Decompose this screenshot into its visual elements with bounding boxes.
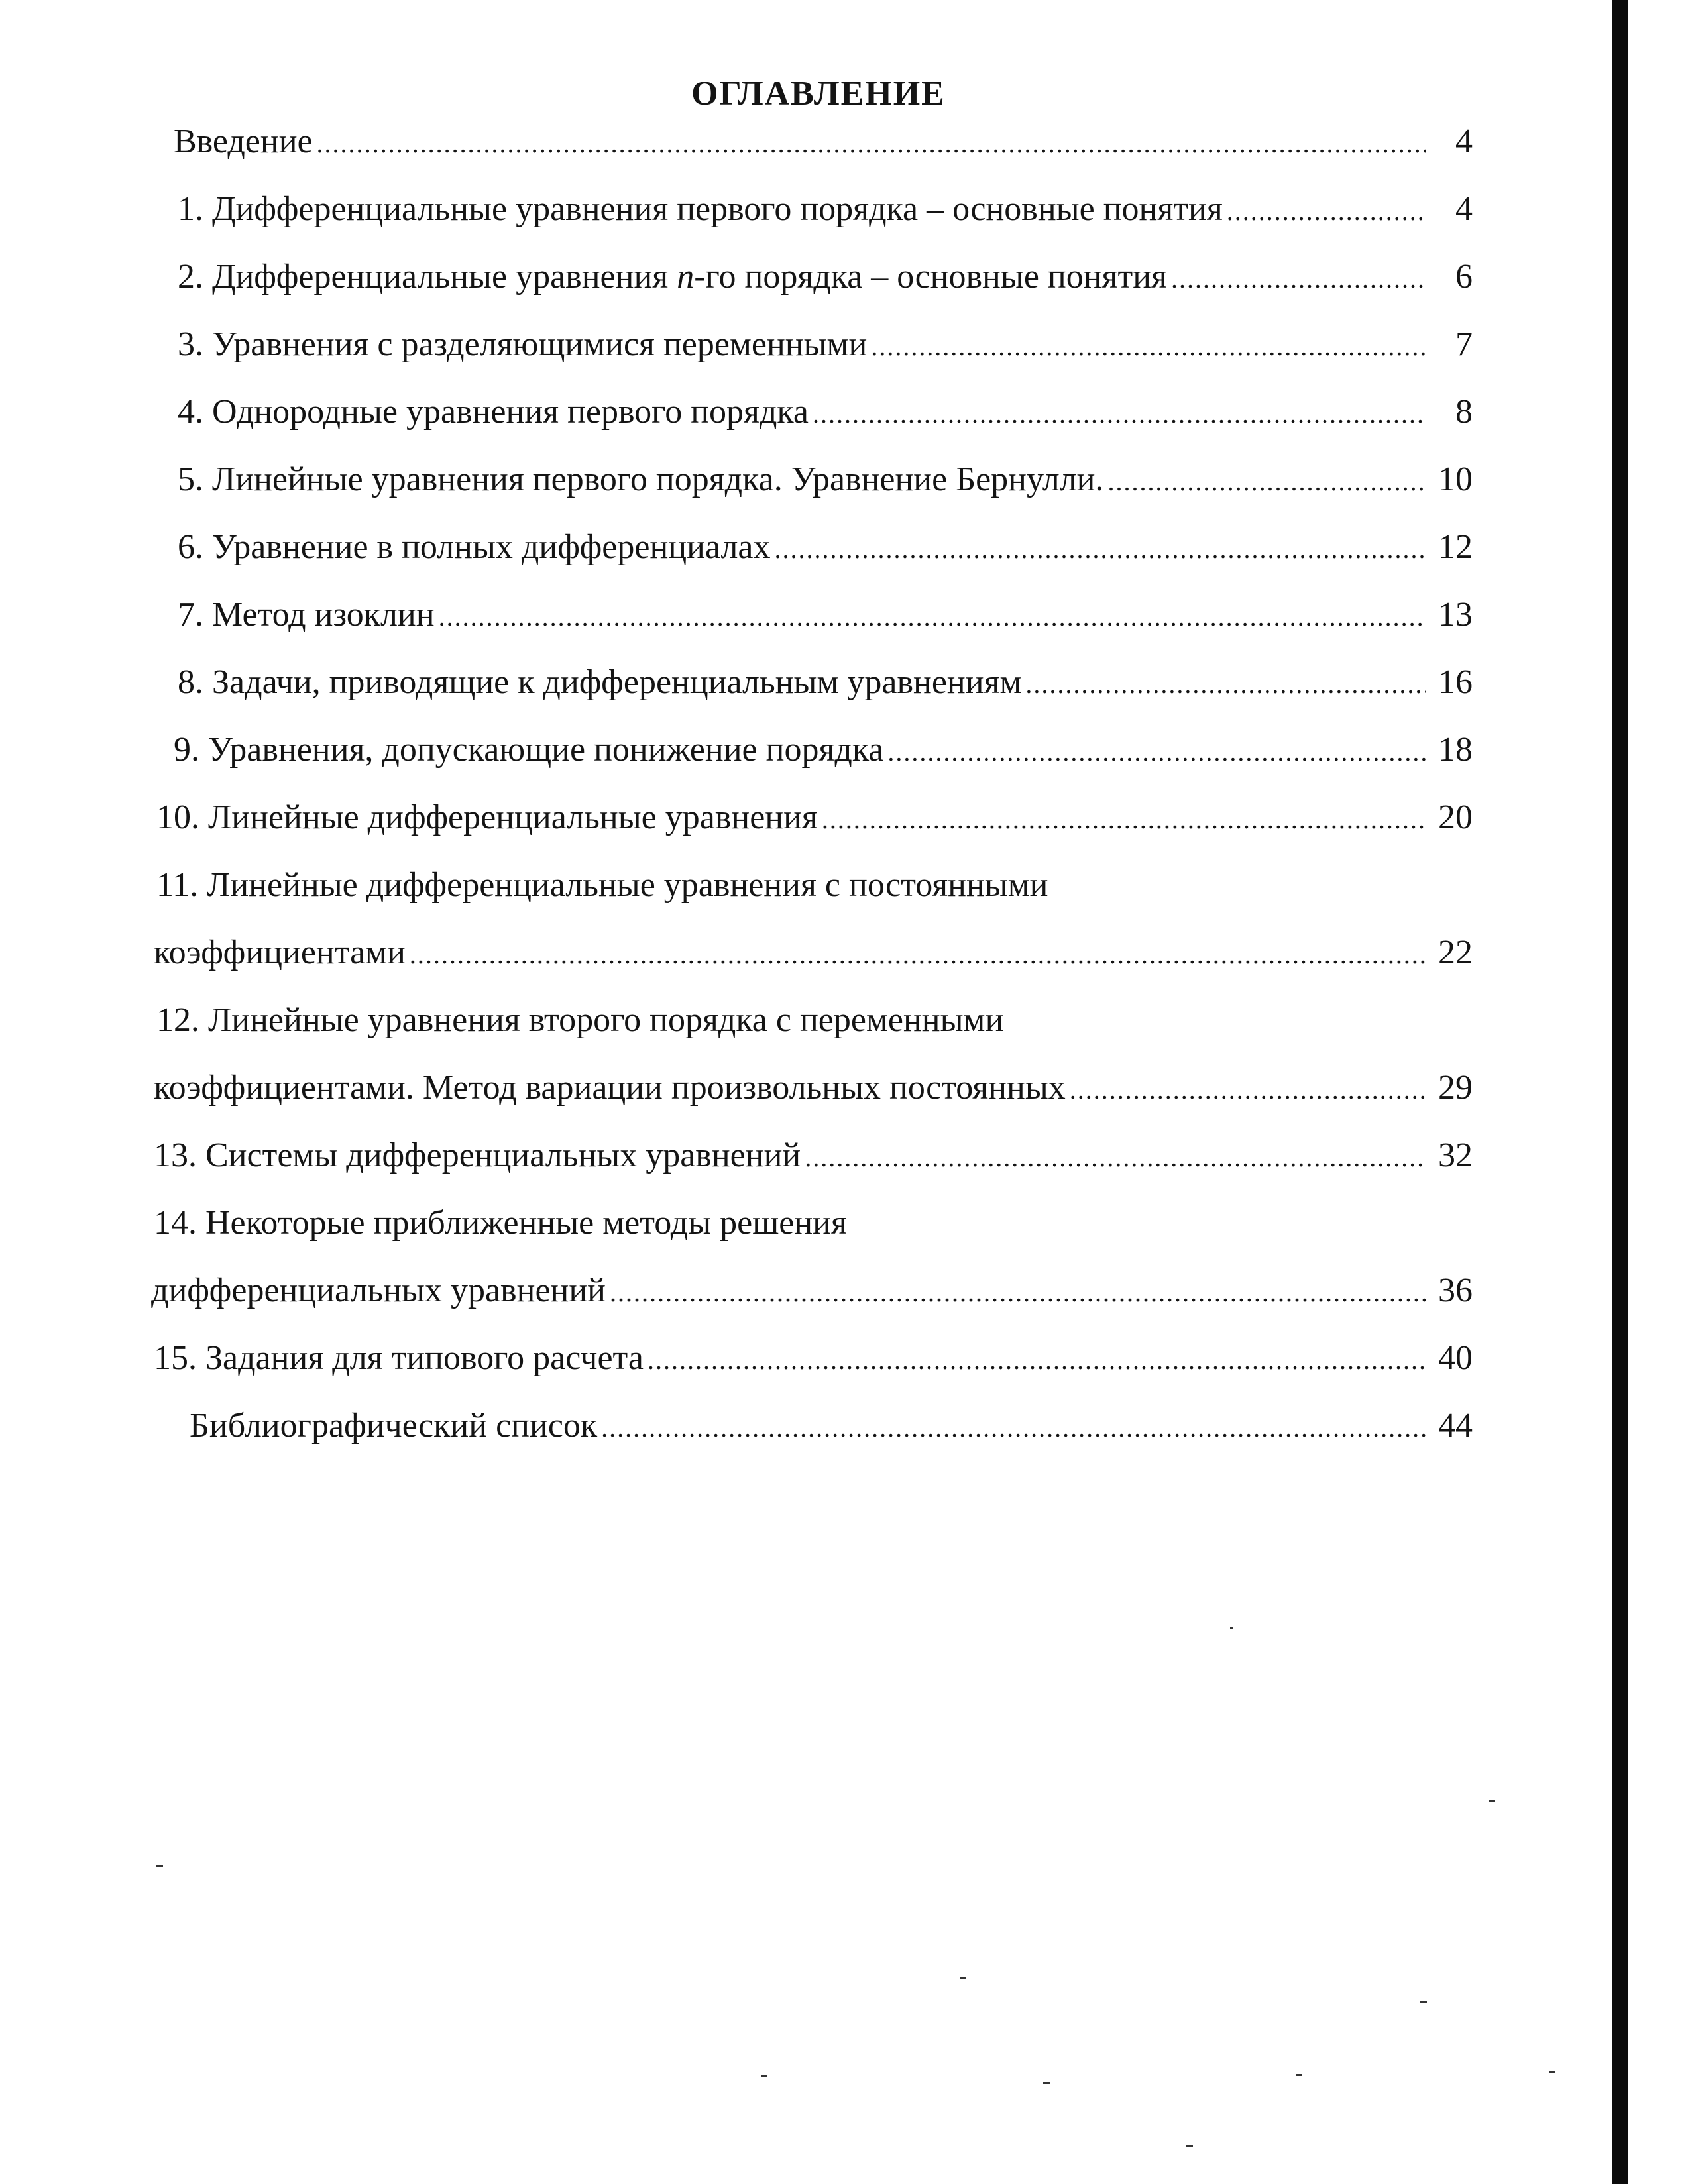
toc-entry-14-line1[interactable]: 14. Некоторые приближенные методы решения [154,1204,847,1242]
toc-entry-label: Введение [174,123,313,160]
scan-speck [1230,1627,1233,1629]
dot-leader [410,934,1426,976]
dot-leader [1070,1069,1426,1111]
page-title: ОГЛАВЛЕНИЕ [691,75,946,113]
toc-entry-page: 13 [1438,596,1473,633]
toc-entry-label: 6. Уравнение в полных дифференциалах [178,528,771,566]
toc-entry-page: 40 [1438,1339,1473,1377]
toc-entry-page: 10 [1438,461,1473,498]
dot-leader [610,1272,1426,1314]
scan-speck [1043,2082,1050,2084]
dot-leader [813,393,1426,435]
label-part: 2. Дифференциальные уравнения [178,258,677,296]
toc-entry-page: 8 [1455,393,1473,431]
toc-entry-13[interactable] [154,1134,1473,1179]
toc-entry-10[interactable] [156,796,1473,841]
toc-entry-page: 29 [1438,1069,1473,1107]
dot-leader [1171,258,1426,300]
variable-n: n [677,258,695,296]
scan-speck [1489,1800,1495,1802]
toc-entry-page: 18 [1438,731,1473,769]
toc-entry-page: 6 [1455,258,1473,296]
toc-entry-4[interactable] [178,391,1473,435]
dot-leader [871,325,1426,368]
toc-entry-page: 36 [1438,1272,1473,1309]
toc-entry-2[interactable] [178,256,1473,300]
toc-entry-page: 22 [1438,934,1473,971]
toc-entry-11[interactable] [154,932,1473,976]
toc-entry-label: коэффициентами. Метод вариации произвольных постоянных [154,1069,1066,1107]
toc-entry-15[interactable] [154,1337,1473,1382]
toc-entry-label: дифференциальных уравнений [151,1272,606,1309]
dot-leader [439,596,1426,638]
toc-entry-page: 32 [1438,1136,1473,1174]
toc-entry-intro[interactable] [174,121,1473,165]
toc-entry-12[interactable] [154,1067,1473,1111]
dot-leader [1025,663,1426,706]
toc-entry-label: Библиографический список [190,1407,598,1445]
label-part: -го порядка – основные понятия [694,258,1167,296]
dot-leader [775,528,1426,571]
toc-entry-page: 44 [1438,1407,1473,1445]
toc-entry-12-line1[interactable]: 12. Линейные уравнения второго порядка с переменными [156,1001,1004,1039]
toc-entry-14[interactable] [151,1270,1473,1314]
scan-edge-shadow [1612,0,1628,2184]
dot-leader [648,1339,1426,1382]
scan-speck [761,2075,767,2077]
scan-speck [1296,2074,1302,2076]
dot-leader [1107,461,1426,503]
toc-entry-page: 12 [1438,528,1473,566]
toc-entry-8[interactable] [178,661,1473,706]
toc-entry-label: 8. Задачи, приводящие к дифференциальным уравнениям [178,663,1022,701]
dot-leader [887,731,1426,773]
toc-entry-page: 7 [1455,325,1473,363]
toc-entry-page: 20 [1438,798,1473,836]
toc-entry-7[interactable] [178,594,1473,638]
toc-entry-label: 4. Однородные уравнения первого порядка [178,393,809,431]
toc-entry-label [178,256,1167,298]
dot-leader [1227,190,1426,233]
scan-speck [1420,2001,1427,2003]
dot-leader [822,798,1426,841]
toc-entry-label: 9. Уравнения, допускающие понижение порядка [174,731,884,769]
toc-entry-label: 7. Метод изоклин [178,596,435,633]
dot-leader [601,1407,1426,1449]
scan-speck [1186,2145,1193,2147]
toc-entry-11-line1[interactable]: 11. Линейные дифференциальные уравнения с постоянными [156,866,1048,904]
toc-entry-label: 10. Линейные дифференциальные уравнения [156,798,818,836]
toc-entry-label: 5. Линейные уравнения первого порядка. Уравнение Бернулли. [178,461,1104,498]
scan-speck [156,1865,163,1867]
toc-entry-page: 16 [1438,663,1473,701]
toc-entry-9[interactable] [174,729,1473,773]
toc-entry-3[interactable] [178,323,1473,368]
toc-entry-label: 15. Задания для типового расчета [154,1339,644,1377]
toc-entry-page: 4 [1455,123,1473,160]
toc-entry-1[interactable] [178,188,1473,233]
dot-leader [317,123,1426,165]
toc-entry-page: 4 [1455,190,1473,228]
toc-entry-bibliography[interactable] [190,1405,1473,1449]
scan-speck [960,1977,966,1979]
toc-entry-5[interactable] [178,459,1473,503]
dot-leader [805,1136,1426,1179]
scan-speck [1549,2071,1555,2073]
toc-entry-6[interactable] [178,526,1473,571]
toc-entry-label: 1. Дифференциальные уравнения первого порядка – основные понятия [178,190,1223,228]
toc-entry-label: коэффициентами [154,934,406,971]
toc-entry-label: 13. Системы дифференциальных уравнений [154,1136,801,1174]
toc-entry-label: 3. Уравнения с разделяющимися переменными [178,325,868,363]
